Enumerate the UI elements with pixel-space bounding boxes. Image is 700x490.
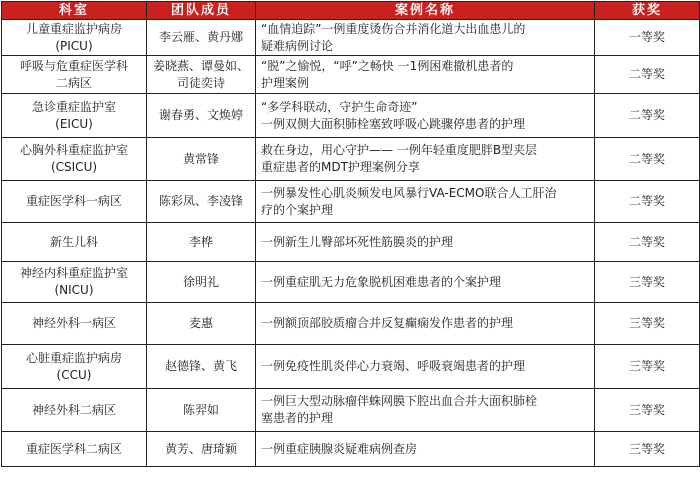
dept-cell-line: (CCU) — [56, 367, 92, 382]
award-cell: 三等奖 — [595, 389, 700, 432]
case-cell-line: 一例新生儿臀部坏死性筋膜炎的护理 — [261, 234, 454, 249]
case-cell — [256, 262, 595, 303]
dept-cell-line: (PICU) — [55, 38, 93, 53]
case-cell — [256, 389, 595, 432]
team-cell-line: 姜晓燕、谭曼如、 — [152, 58, 249, 73]
table-row — [2, 20, 700, 56]
team-cell-line: 黄芳、唐琦颖 — [164, 441, 237, 456]
case-cell-line: “脱”之愉悦，“呼”之畅快 一1例困难撤机患者的 — [261, 58, 514, 73]
team-cell-line: 徐明礼 — [182, 274, 219, 289]
header-case: 案例名称 — [256, 2, 595, 20]
dept-cell-line: (CSICU) — [50, 160, 98, 174]
case-cell — [256, 56, 595, 94]
case-cell-line: 护理案例 — [261, 75, 310, 90]
team-cell — [147, 262, 256, 303]
award-cell: 三等奖 — [595, 303, 700, 345]
header-team: 团队成员 — [147, 2, 256, 20]
dept-cell — [2, 303, 147, 345]
team-cell — [147, 223, 256, 262]
dept-cell — [2, 56, 147, 94]
award-cell: 二等奖 — [595, 138, 700, 181]
dept-cell-line: (NICU) — [54, 283, 94, 297]
team-cell — [147, 20, 256, 56]
header-award: 获奖 — [595, 2, 700, 20]
case-cell-line: 塞患者的护理 — [261, 411, 334, 425]
team-cell — [147, 181, 256, 223]
dept-cell-line: 二病区 — [55, 75, 92, 90]
team-cell — [147, 432, 256, 467]
case-cell — [256, 181, 595, 223]
dept-cell — [2, 94, 147, 138]
team-cell-line: 黄常锋 — [182, 151, 219, 166]
case-cell-line: 一例暴发性心肌炎频发电风暴行VA-ECMO联合人工肝治 — [261, 185, 557, 200]
team-cell — [147, 303, 256, 345]
dept-cell-line: 心脏重症监护病房 — [25, 350, 122, 365]
award-cell: 二等奖 — [595, 94, 700, 138]
team-cell-line: 李桦 — [188, 234, 213, 249]
team-cell-line: 司徒奕诗 — [176, 75, 225, 90]
team-cell-line: 陈羿如 — [182, 402, 219, 417]
case-cell-line: “血情追踪”一例重度烫伤合并消化道大出血患儿的 — [261, 21, 526, 36]
dept-cell-line: 神经外科一病区 — [31, 316, 116, 330]
team-cell — [147, 389, 256, 432]
award-cell: 二等奖 — [595, 56, 700, 94]
team-cell — [147, 345, 256, 389]
dept-cell-line: 重症医学科一病区 — [25, 194, 122, 208]
team-cell-line: 陈彩凤、李凌锋 — [158, 194, 243, 208]
dept-cell-line: (EICU) — [55, 116, 93, 131]
table-row — [2, 138, 700, 181]
table-row — [2, 223, 700, 262]
dept-cell — [2, 432, 147, 467]
award-cell: 三等奖 — [595, 432, 700, 467]
dept-cell-line: 神经外科二病区 — [31, 402, 116, 417]
award-cell: 一等奖 — [595, 20, 700, 56]
case-cell-line: 救在身边，用心守护—— 一例年轻重度肥胖B型夹层 — [261, 143, 538, 157]
case-cell — [256, 138, 595, 181]
table-row — [2, 94, 700, 138]
case-cell-line: 一例巨大型动脉瘤伴蛛网膜下腔出血合并大面积肺栓 — [261, 394, 538, 408]
award-cell: 三等奖 — [595, 345, 700, 389]
award-cell: 二等奖 — [595, 223, 700, 262]
dept-cell — [2, 138, 147, 181]
award-cell: 三等奖 — [595, 262, 700, 303]
case-cell-line: 重症患者的MDT护理案例分享 — [261, 160, 420, 174]
case-cell-line: 疗的个案护理 — [261, 202, 334, 217]
table-row — [2, 389, 700, 432]
dept-cell — [2, 389, 147, 432]
award-cell: 二等奖 — [595, 181, 700, 223]
dept-cell — [2, 262, 147, 303]
team-cell-line: 谢春勇、文焕婷 — [158, 108, 243, 122]
team-cell-line: 李云雁、黄丹娜 — [158, 30, 243, 44]
case-cell-line: 一例重症胰腺炎疑难病例查房 — [261, 441, 418, 456]
case-cell — [256, 303, 595, 345]
dept-cell — [2, 223, 147, 262]
dept-cell — [2, 181, 147, 223]
table-row — [2, 262, 700, 303]
case-cell — [256, 20, 595, 56]
dept-cell-line: 呼吸与危重症医学科 — [19, 58, 128, 73]
team-cell-line: 麦惠 — [188, 316, 213, 330]
team-cell-line: 赵德锋、黄飞 — [164, 359, 237, 373]
awards-table — [1, 1, 700, 467]
table-row — [2, 303, 700, 345]
team-cell — [147, 138, 256, 181]
dept-cell-line: 新生儿科 — [49, 234, 98, 249]
case-cell-line: 一例免疫性肌炎伴心力衰竭、呼吸衰竭患者的护理 — [261, 359, 526, 373]
case-cell — [256, 223, 595, 262]
dept-cell-line: 心胸外科重症监护室 — [19, 143, 128, 157]
table-row — [2, 432, 700, 467]
case-cell — [256, 345, 595, 389]
header-dept: 科室 — [2, 2, 147, 20]
case-cell-line: 一例额顶部胶质瘤合并反复癫痫发作患者的护理 — [261, 316, 514, 330]
case-cell-line: 疑难病例讨论 — [261, 38, 334, 53]
dept-cell — [2, 345, 147, 389]
dept-cell-line: 急诊重症监护室 — [31, 99, 116, 114]
case-cell — [256, 94, 595, 138]
case-cell-line: “多学科联动，守护生命奇迹” — [261, 99, 418, 114]
table-row — [2, 181, 700, 223]
team-cell — [147, 94, 256, 138]
table-row — [2, 345, 700, 389]
dept-cell — [2, 20, 147, 56]
table-row — [2, 56, 700, 94]
dept-cell-line: 神经内科重症监护室 — [19, 266, 128, 280]
team-cell — [147, 56, 256, 94]
case-cell — [256, 432, 595, 467]
case-cell-line: 一例重症肌无力危象脱机困难患者的个案护理 — [261, 274, 502, 289]
dept-cell-line: 儿童重症监护病房 — [25, 21, 122, 36]
dept-cell-line: 重症医学科二病区 — [25, 441, 122, 456]
case-cell-line: 一例双侧大面积肺栓塞致呼吸心跳骤停患者的护理 — [261, 116, 526, 131]
table-header-row — [2, 2, 700, 20]
